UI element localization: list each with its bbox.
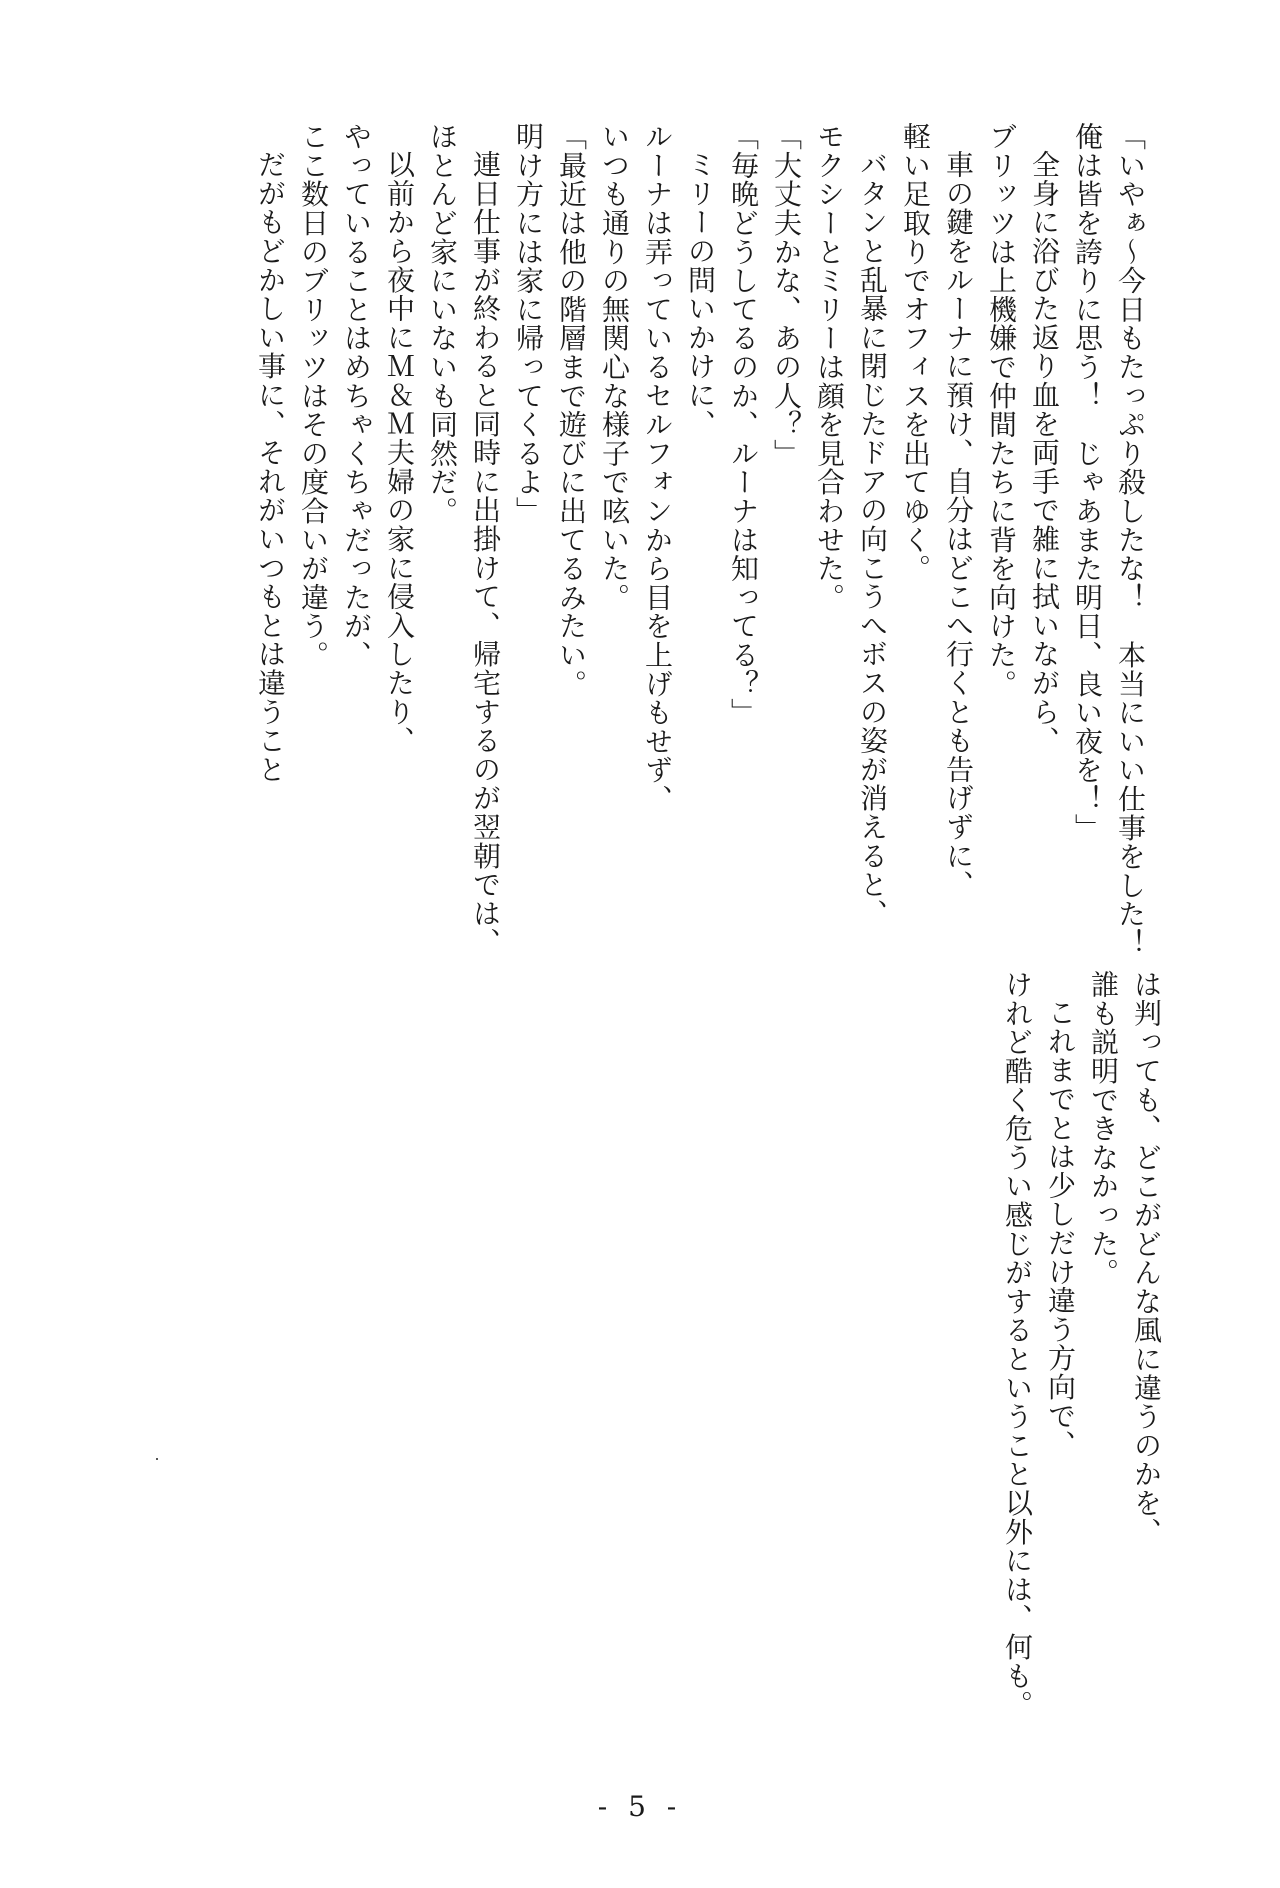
paragraph: 「いやぁ～今日もたっぷり殺したな！ 本当にいい仕事をした！ 俺は皆を誇りに思う！ じゃあまた明日、良い夜を！」 [1071, 122, 1147, 987]
paragraph: バタンと乱暴に閉じたドアの向こうへボスの姿が消えると、モクシーとミリーは顔を見合わせた。 [813, 122, 889, 928]
paragraph: これまでとは少しだけ違う方向で、けれど酷く危うい感じがするということ以外には、何も。 [1001, 970, 1077, 1719]
paragraph: は判っても、どこがどんな風に違うのかを、誰も説明できなかった。 [1087, 970, 1163, 1546]
paragraph: 「毎晩どうしてるのか、ルーナは知ってる？」 [727, 122, 760, 727]
paragraph: 以前から夜中にＭ＆Ｍ夫婦の家に侵入したり、やっていることはめちゃくちゃだったが、ここ数日のブリッツはその度合いが違う。 [297, 122, 416, 755]
lower-text-block [948, 970, 1168, 1750]
paragraph: 「大丈夫かな、あの人？」 [770, 122, 803, 468]
upper-text-block [152, 122, 1152, 987]
scan-speck [156, 1458, 158, 1460]
paragraph: 連日仕事が終わると同時に出掛けて、帰宅するのが翌朝では、ほとんど家にいないも同然だ。 [426, 122, 502, 957]
page-number: - 5 - [597, 1790, 683, 1823]
paragraph: 全身に浴びた返り血を両手で雑に拭いながら、ブリッツは上機嫌で仲間たちに背を向けた。 [985, 122, 1061, 755]
paragraph: ミリーの問いかけに、ルーナは弄っているセルフォンから目を上げもせず、いつも通りの無関心な様子で呟いた。 [598, 122, 717, 814]
paragraph: 車の鍵をルーナに預け、自分はどこへ行くとも告げずに、軽い足取りでオフィスを出てゆく。 [899, 122, 975, 899]
paragraph: だがもどかしい事に、それがいつもとは違うこと [254, 150, 287, 784]
paragraph: 「最近は他の階層まで遊びに出てるみたい。明け方には家に帰ってくるよ」 [512, 122, 588, 698]
